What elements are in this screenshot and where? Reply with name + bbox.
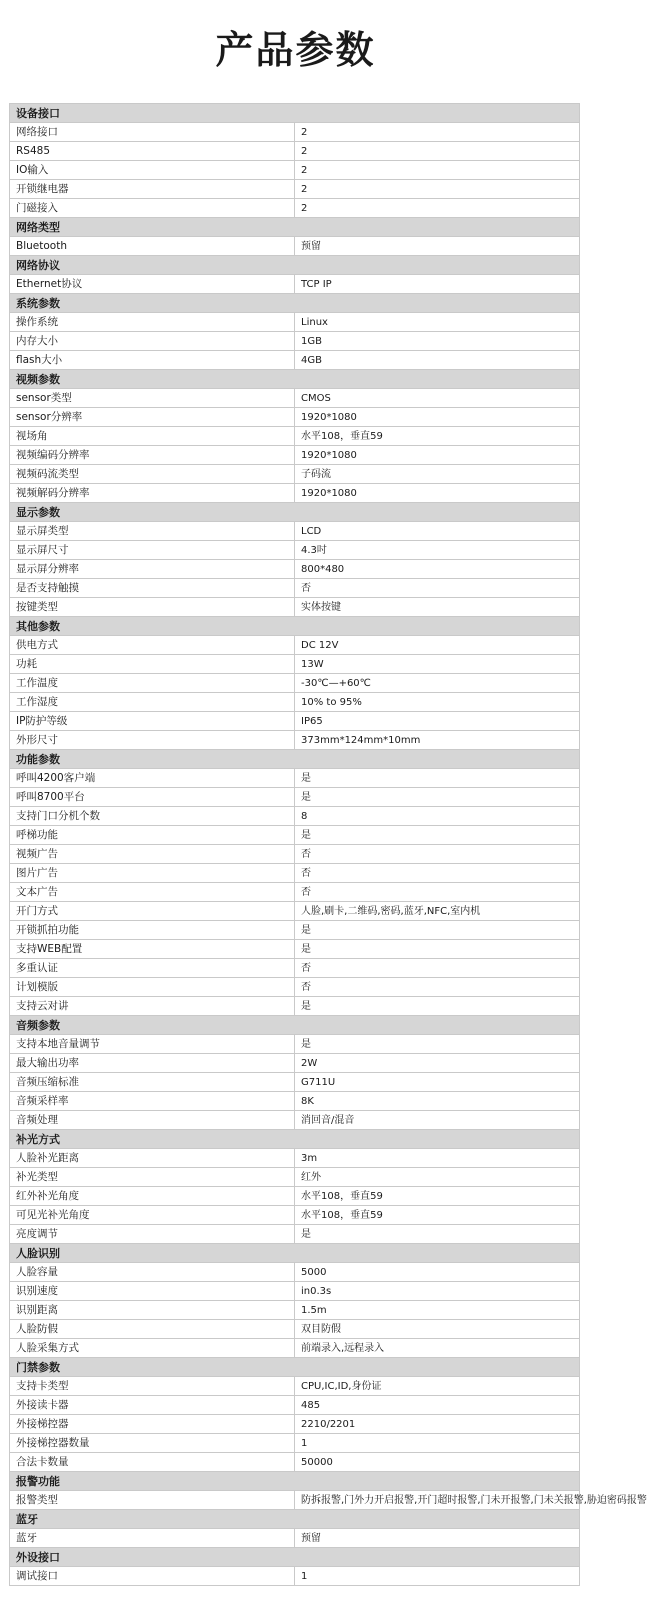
spec-value: 1920*1080: [295, 408, 580, 427]
spec-label: 支持卡类型: [10, 1377, 295, 1396]
spec-value: 子码流: [295, 465, 580, 484]
spec-label: IO输入: [10, 161, 295, 180]
spec-row: [10, 313, 580, 332]
section-header: [10, 218, 580, 237]
spec-value: 否: [295, 845, 580, 864]
spec-row: [10, 1453, 580, 1472]
spec-label: 内存大小: [10, 332, 295, 351]
spec-row: [10, 351, 580, 370]
spec-value: 否: [295, 864, 580, 883]
spec-row: [10, 598, 580, 617]
spec-row: [10, 465, 580, 484]
spec-row: [10, 1320, 580, 1339]
spec-label: 支持门口分机个数: [10, 807, 295, 826]
spec-value: 1920*1080: [295, 484, 580, 503]
spec-row: [10, 788, 580, 807]
spec-value: 373mm*124mm*10mm: [295, 731, 580, 750]
section-header: [10, 1016, 580, 1035]
spec-row: [10, 940, 580, 959]
spec-label: 蓝牙: [10, 1529, 295, 1548]
spec-row: [10, 1434, 580, 1453]
spec-row: [10, 579, 580, 598]
spec-label: 支持WEB配置: [10, 940, 295, 959]
spec-row: [10, 1111, 580, 1130]
spec-row: [10, 636, 580, 655]
section-title: 门禁参数: [10, 1358, 580, 1377]
spec-label: 门磁接入: [10, 199, 295, 218]
spec-value: 是: [295, 940, 580, 959]
section-title: 功能参数: [10, 750, 580, 769]
spec-label: 视频解码分辨率: [10, 484, 295, 503]
spec-row: [10, 731, 580, 750]
spec-row: [10, 1073, 580, 1092]
spec-label: 调试接口: [10, 1567, 295, 1586]
spec-label: 支持本地音量调节: [10, 1035, 295, 1054]
spec-value: 否: [295, 883, 580, 902]
spec-row: [10, 1187, 580, 1206]
spec-value: 50000: [295, 1453, 580, 1472]
section-title: 补光方式: [10, 1130, 580, 1149]
spec-label: 亮度调节: [10, 1225, 295, 1244]
section-title: 其他参数: [10, 617, 580, 636]
section-title: 报警功能: [10, 1472, 580, 1491]
section-header: [10, 294, 580, 313]
spec-value: 水平108，垂直59: [295, 1187, 580, 1206]
spec-row: [10, 1206, 580, 1225]
spec-value: 8: [295, 807, 580, 826]
spec-label: 可见光补光角度: [10, 1206, 295, 1225]
spec-value: 1920*1080: [295, 446, 580, 465]
section-title: 网络类型: [10, 218, 580, 237]
spec-label: Ethernet协议: [10, 275, 295, 294]
spec-row: [10, 123, 580, 142]
spec-label: 外接梯控器: [10, 1415, 295, 1434]
spec-value: in0.3s: [295, 1282, 580, 1301]
spec-value: IP65: [295, 712, 580, 731]
spec-row: [10, 522, 580, 541]
spec-row: [10, 1529, 580, 1548]
spec-label: 显示屏类型: [10, 522, 295, 541]
spec-label: 计划模版: [10, 978, 295, 997]
spec-row: [10, 1301, 580, 1320]
spec-value: 是: [295, 788, 580, 807]
spec-value: 4GB: [295, 351, 580, 370]
spec-value: 1: [295, 1434, 580, 1453]
section-header: [10, 750, 580, 769]
spec-label: 人脸防假: [10, 1320, 295, 1339]
spec-label: 视频码流类型: [10, 465, 295, 484]
section-header: [10, 1130, 580, 1149]
spec-value: 1GB: [295, 332, 580, 351]
section-header: [10, 256, 580, 275]
spec-row: [10, 484, 580, 503]
spec-value: 13W: [295, 655, 580, 674]
spec-label: 显示屏分辨率: [10, 560, 295, 579]
spec-label: 视场角: [10, 427, 295, 446]
spec-label: flash大小: [10, 351, 295, 370]
spec-row: [10, 1054, 580, 1073]
spec-label: 最大输出功率: [10, 1054, 295, 1073]
section-header: [10, 1358, 580, 1377]
spec-row: [10, 1225, 580, 1244]
spec-value: 2210/2201: [295, 1415, 580, 1434]
spec-row: [10, 1035, 580, 1054]
spec-value: 是: [295, 1035, 580, 1054]
section-header: [10, 1548, 580, 1567]
spec-label: 网络接口: [10, 123, 295, 142]
spec-row: [10, 1396, 580, 1415]
spec-value: 2: [295, 123, 580, 142]
spec-label: 红外补光角度: [10, 1187, 295, 1206]
spec-row: [10, 864, 580, 883]
spec-value: 485: [295, 1396, 580, 1415]
spec-label: 按键类型: [10, 598, 295, 617]
spec-row: [10, 1282, 580, 1301]
spec-value: 2: [295, 199, 580, 218]
spec-value: 水平108，垂直59: [295, 1206, 580, 1225]
section-title: 设备接口: [10, 104, 580, 123]
section-title: 系统参数: [10, 294, 580, 313]
spec-row: [10, 978, 580, 997]
section-header: [10, 370, 580, 389]
spec-value: LCD: [295, 522, 580, 541]
section-header: [10, 1510, 580, 1529]
section-title: 视频参数: [10, 370, 580, 389]
spec-row: [10, 541, 580, 560]
spec-label: 人脸补光距离: [10, 1149, 295, 1168]
spec-value: 人脸,刷卡,二维码,密码,蓝牙,NFC,室内机: [295, 902, 580, 921]
spec-row: [10, 959, 580, 978]
spec-value: 4.3吋: [295, 541, 580, 560]
spec-value: Linux: [295, 313, 580, 332]
spec-row: [10, 1339, 580, 1358]
spec-row: [10, 199, 580, 218]
page-title: 产品参数: [215, 28, 376, 72]
spec-value: 800*480: [295, 560, 580, 579]
spec-row: [10, 180, 580, 199]
spec-row: [10, 389, 580, 408]
spec-value: 前端录入,远程录入: [295, 1339, 580, 1358]
spec-row: [10, 921, 580, 940]
spec-label: 图片广告: [10, 864, 295, 883]
section-title: 人脸识别: [10, 1244, 580, 1263]
spec-label: 外接梯控器数量: [10, 1434, 295, 1453]
spec-label: 合法卡数量: [10, 1453, 295, 1472]
spec-label: 功耗: [10, 655, 295, 674]
spec-label: 工作湿度: [10, 693, 295, 712]
spec-table: [9, 103, 647, 1586]
spec-value: 8K: [295, 1092, 580, 1111]
section-header: [10, 503, 580, 522]
spec-value: 是: [295, 769, 580, 788]
section-title: 显示参数: [10, 503, 580, 522]
spec-value: 消回音/混音: [295, 1111, 580, 1130]
spec-row: [10, 1377, 580, 1396]
spec-value: 是: [295, 1225, 580, 1244]
spec-label: 外接读卡器: [10, 1396, 295, 1415]
spec-label: IP防护等级: [10, 712, 295, 731]
spec-label: 显示屏尺寸: [10, 541, 295, 560]
spec-label: 开门方式: [10, 902, 295, 921]
spec-label: 文本广告: [10, 883, 295, 902]
spec-row: [10, 1168, 580, 1187]
spec-value: 是: [295, 997, 580, 1016]
spec-row: [10, 560, 580, 579]
section-title: 外设接口: [10, 1548, 580, 1567]
spec-label: 开锁抓拍功能: [10, 921, 295, 940]
spec-row: [10, 1491, 580, 1510]
spec-value: 3m: [295, 1149, 580, 1168]
spec-label: 支持云对讲: [10, 997, 295, 1016]
spec-value: 2: [295, 142, 580, 161]
spec-row: [10, 693, 580, 712]
section-header: [10, 617, 580, 636]
spec-row: [10, 408, 580, 427]
spec-label: 识别速度: [10, 1282, 295, 1301]
spec-value: CMOS: [295, 389, 580, 408]
spec-label: 视频编码分辨率: [10, 446, 295, 465]
spec-row: [10, 807, 580, 826]
spec-label: 音频压缩标准: [10, 1073, 295, 1092]
spec-label: 操作系统: [10, 313, 295, 332]
spec-row: [10, 1415, 580, 1434]
spec-value: 水平108，垂直59: [295, 427, 580, 446]
spec-label: 报警类型: [10, 1491, 295, 1510]
spec-row: [10, 332, 580, 351]
spec-value: 1.5m: [295, 1301, 580, 1320]
section-header: [10, 1244, 580, 1263]
spec-row: [10, 1567, 580, 1586]
section-title: 蓝牙: [10, 1510, 580, 1529]
spec-row: [10, 1092, 580, 1111]
spec-label: 呼叫4200客户端: [10, 769, 295, 788]
spec-row: [10, 769, 580, 788]
spec-row: [10, 655, 580, 674]
spec-label: RS485: [10, 142, 295, 161]
spec-value: 双目防假: [295, 1320, 580, 1339]
spec-row: [10, 674, 580, 693]
spec-value: 否: [295, 978, 580, 997]
spec-row: [10, 142, 580, 161]
spec-row: [10, 1149, 580, 1168]
spec-row: [10, 845, 580, 864]
spec-value: TCP IP: [295, 275, 580, 294]
spec-value: DC 12V: [295, 636, 580, 655]
section-title: 音频参数: [10, 1016, 580, 1035]
section-header: [10, 104, 580, 123]
spec-label: 是否支持触摸: [10, 579, 295, 598]
spec-value: 2: [295, 180, 580, 199]
spec-label: 视频广告: [10, 845, 295, 864]
spec-label: 供电方式: [10, 636, 295, 655]
spec-value: 预留: [295, 237, 580, 256]
spec-label: sensor类型: [10, 389, 295, 408]
spec-value: G711U: [295, 1073, 580, 1092]
spec-row: [10, 275, 580, 294]
spec-row: [10, 902, 580, 921]
spec-label: 音频采样率: [10, 1092, 295, 1111]
spec-value: -30℃—+60℃: [295, 674, 580, 693]
spec-value: 2: [295, 161, 580, 180]
spec-row: [10, 826, 580, 845]
spec-row: [10, 446, 580, 465]
spec-label: 外形尺寸: [10, 731, 295, 750]
spec-label: 音频处理: [10, 1111, 295, 1130]
spec-row: [10, 712, 580, 731]
section-title: 网络协议: [10, 256, 580, 275]
spec-value: 1: [295, 1567, 580, 1586]
spec-label: Bluetooth: [10, 237, 295, 256]
spec-value: 防拆报警,门外力开启报警,开门超时报警,门未开报警,门未关报警,胁迫密码报警: [295, 1491, 580, 1510]
spec-label: 人脸采集方式: [10, 1339, 295, 1358]
spec-label: 多重认证: [10, 959, 295, 978]
spec-value: 10% to 95%: [295, 693, 580, 712]
spec-label: 工作温度: [10, 674, 295, 693]
spec-value: 实体按键: [295, 598, 580, 617]
section-header: [10, 1472, 580, 1491]
spec-row: [10, 1263, 580, 1282]
spec-row: [10, 237, 580, 256]
spec-value: 是: [295, 921, 580, 940]
spec-label: 识别距离: [10, 1301, 295, 1320]
spec-value: 否: [295, 959, 580, 978]
spec-label: 补光类型: [10, 1168, 295, 1187]
spec-label: 人脸容量: [10, 1263, 295, 1282]
spec-row: [10, 997, 580, 1016]
spec-row: [10, 161, 580, 180]
spec-value: 是: [295, 826, 580, 845]
spec-label: 呼叫8700平台: [10, 788, 295, 807]
spec-row: [10, 883, 580, 902]
spec-value: 预留: [295, 1529, 580, 1548]
spec-label: sensor分辨率: [10, 408, 295, 427]
spec-value: 否: [295, 579, 580, 598]
spec-label: 呼梯功能: [10, 826, 295, 845]
spec-value: 红外: [295, 1168, 580, 1187]
spec-value: 5000: [295, 1263, 580, 1282]
spec-row: [10, 427, 580, 446]
spec-value: CPU,IC,ID,身份证: [295, 1377, 580, 1396]
spec-label: 开锁继电器: [10, 180, 295, 199]
spec-value: 2W: [295, 1054, 580, 1073]
